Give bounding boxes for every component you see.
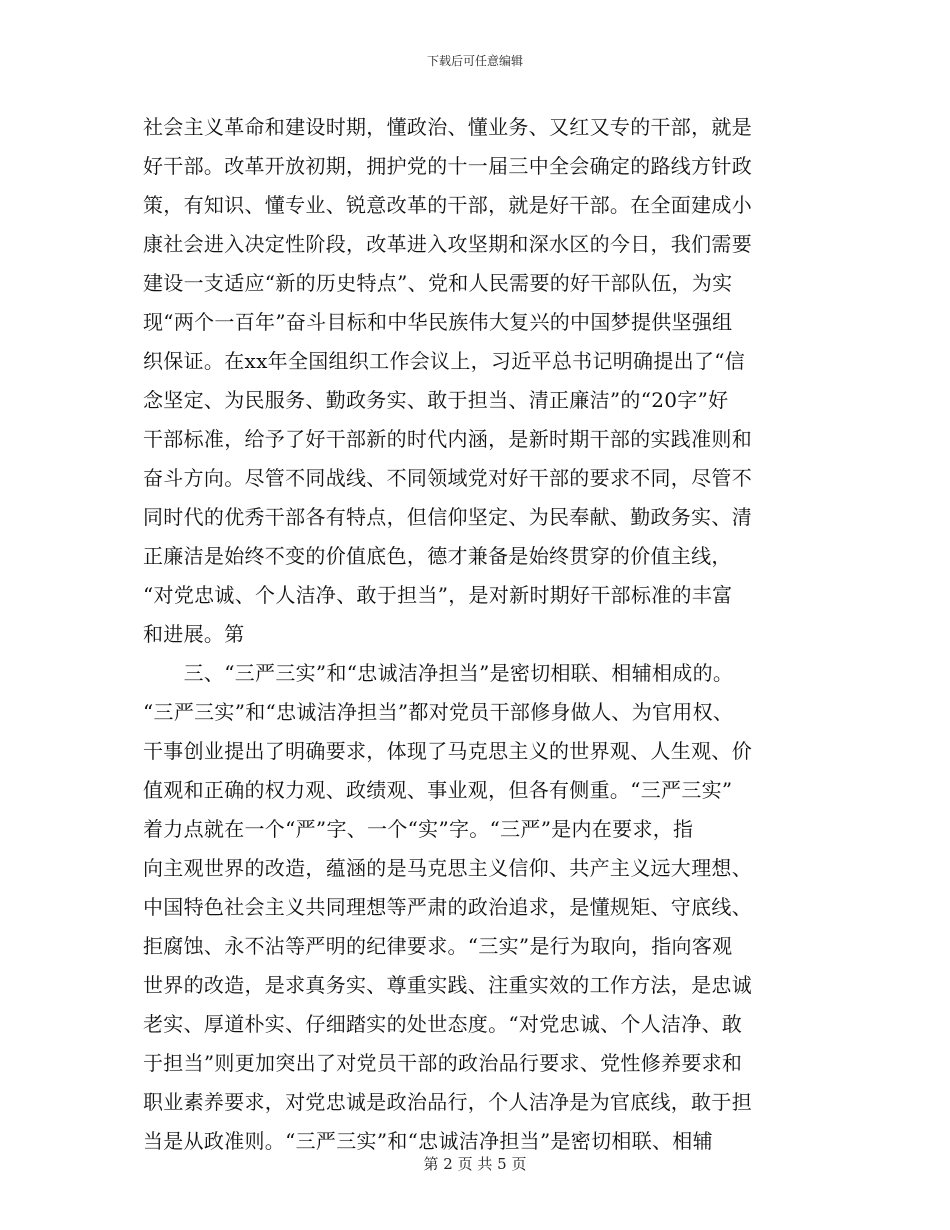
text-line: 念坚定、为民服务、勤政务实、敢于担当、清正廉洁”的“20字”好 xyxy=(143,388,729,412)
text-line: 社会主义革命和建设时期，懂政治、懂业务、又红又专的干部，就是 xyxy=(143,115,752,139)
text-line: 织保证。在xx年全国组织工作会议上，习近平总书记明确提出了“信 xyxy=(143,349,746,373)
text-line: 着力点就在一个“严”字、一个“实”字。“三严”是内在要求，指 xyxy=(143,817,694,841)
text-line: 和进展。第 xyxy=(143,622,245,646)
text-line: 正廉洁是始终不变的价值底色，德才兼备是始终贯穿的价值主线， xyxy=(143,544,732,568)
text-line: 值观和正确的权力观、政绩观、事业观，但各有侧重。“三严三实” xyxy=(143,778,733,802)
text-line: 当是从政准则。“三严三实”和“忠诚洁净担当”是密切相联、相辅 xyxy=(143,1129,713,1153)
text-line: 于担当”则更加突出了对党员干部的政治品行要求、党性修养要求和 xyxy=(143,1051,743,1075)
text-line: 奋斗方向。尽管不同战线、不同领域党对好干部的要求不同，尽管不 xyxy=(143,466,752,490)
text-line: 拒腐蚀、永不沾等严明的纪律要求。“三实”是行为取向，指向客观 xyxy=(143,934,733,958)
text-line: 老实、厚道朴实、仔细踏实的处世态度。“对党忠诚、个人洁净、敢 xyxy=(143,1012,743,1036)
page-header: 下载后可任意编辑 xyxy=(426,54,523,68)
text-line: 职业素养要求，对党忠诚是政治品行，个人洁净是为官底线，敢于担 xyxy=(143,1090,752,1114)
text-line: “三严三实”和“忠诚洁净担当”都对党员干部修身做人、为官用权、 xyxy=(143,700,734,724)
text-line: 世界的改造，是求真务实、尊重实践、注重实效的工作方法，是忠诚 xyxy=(143,973,752,997)
text-line: 策，有知识、懂专业、锐意改革的干部，就是好干部。在全面建成小 xyxy=(143,193,752,217)
text-line: 三、“三严三实”和“忠诚洁净担当”是密切相联、相辅相成的。 xyxy=(143,661,734,685)
text-line: 向主观世界的改造，蕴涵的是马克思主义信仰、共产主义远大理想、 xyxy=(143,856,752,880)
body-text xyxy=(143,108,823,1161)
text-line: 好干部。改革开放初期，拥护党的十一届三中全会确定的路线方针政 xyxy=(143,154,752,178)
text-line: 现“两个一百年”奋斗目标和中华民族伟大复兴的中国梦提供坚强组 xyxy=(143,310,733,334)
text-line: 康社会进入决定性阶段，改革进入攻坚期和深水区的今日，我们需要 xyxy=(143,232,752,256)
text-line: “对党忠诚、个人洁净、敢于担当”，是对新时期好干部标准的丰富 xyxy=(143,583,733,607)
text-line: 同时代的优秀干部各有特点，但信仰坚定、为民奉献、勤政务实、清 xyxy=(143,505,752,529)
text-line: 干部标准，给予了好干部新的时代内涵，是新时期干部的实践准则和 xyxy=(143,427,752,451)
text-line: 中国特色社会主义共同理想等严肃的政治追求，是懂规矩、守底线、 xyxy=(143,895,752,919)
page-number: 第 2 页 共 5 页 xyxy=(423,1155,527,1173)
text-line: 干事创业提出了明确要求，体现了马克思主义的世界观、人生观、价 xyxy=(143,739,752,763)
text-line: 建设一支适应“新的历史特点”、党和人民需要的好干部队伍，为实 xyxy=(143,271,733,295)
